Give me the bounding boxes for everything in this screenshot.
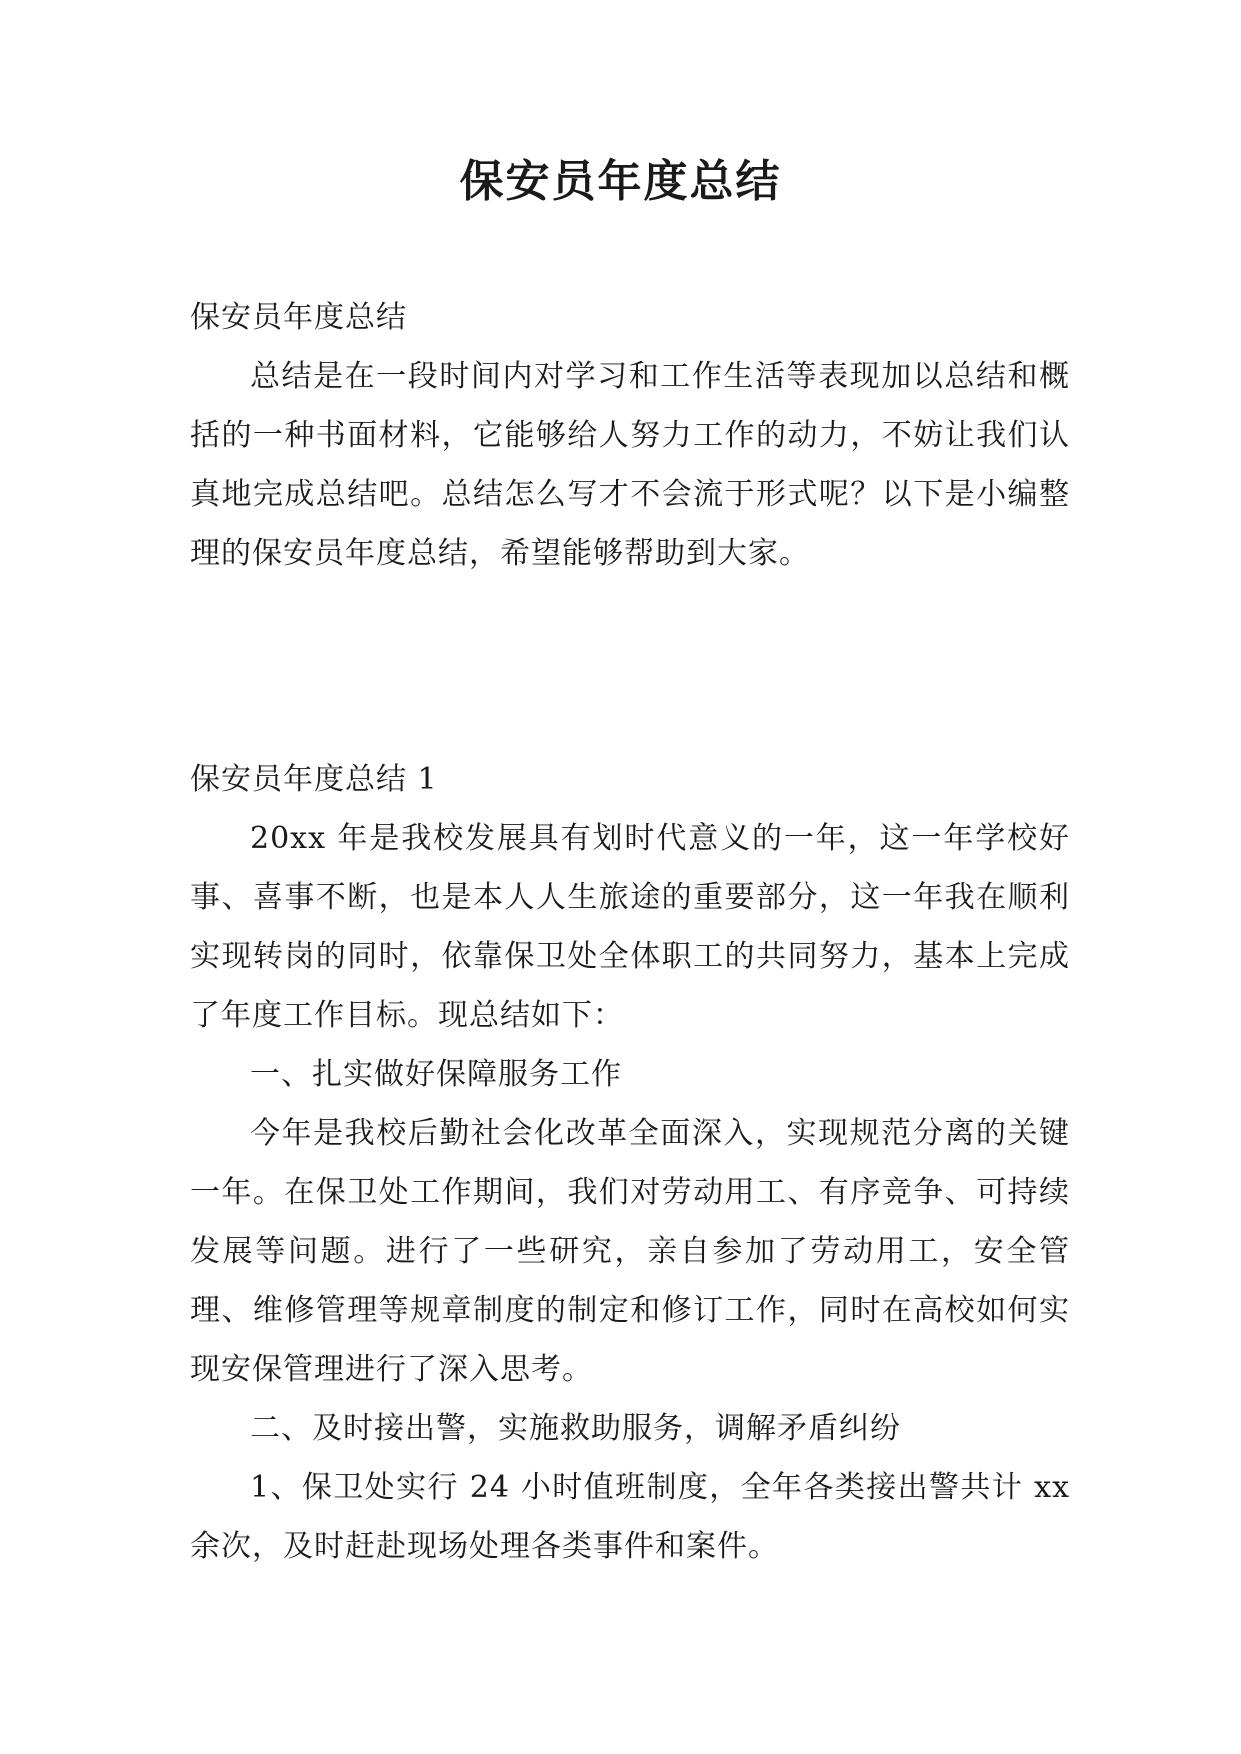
section-1-block <box>190 750 1070 1576</box>
intro-heading: 保安员年度总结 <box>190 300 407 335</box>
section-1-heading: 保安员年度总结 1 <box>190 762 438 797</box>
section-1-paragraph: 今年是我校后勤社会化改革全面深入，实现规范分离的关键一年。在保卫处工作期间，我们对劳动用工、有序竞争、可持续发展等问题。进行了一些研究，亲自参加了劳动用工，安全管理、维修管理等规章制度的制定和修订工作，同时在高校如何实现安保管理进行了深入思考。 <box>190 1116 1070 1387</box>
document-title: 保安员年度总结 <box>459 156 782 207</box>
section-1-paragraph: 1、保卫处实行 24 小时值班制度，全年各类接出警共计 xx 余次，及时赶赴现场处理各类事件和案件。 <box>190 1470 1070 1564</box>
intro-paragraph: 总结是在一段时间内对学习和工作生活等表现加以总结和概括的一种书面材料，它能够给人努力工作的动力，不妨让我们认真地完成总结吧。总结怎么写才不会流于形式呢？以下是小编整理的保安员年度总结，希望能够帮助到大家。 <box>190 359 1070 571</box>
section-1-subheading: 二、及时接出警，实施救助服务，调解矛盾纠纷 <box>250 1411 901 1446</box>
intro-block <box>190 288 1070 583</box>
section-1-subheading: 一、扎实做好保障服务工作 <box>250 1057 622 1092</box>
section-1-paragraph: 20xx 年是我校发展具有划时代意义的一年，这一年学校好事、喜事不断，也是本人人生旅途的重要部分，这一年我在顺利实现转岗的同时，依靠保卫处全体职工的共同努力，基本上完成了年度工作目标。现总结如下： <box>190 821 1070 1033</box>
